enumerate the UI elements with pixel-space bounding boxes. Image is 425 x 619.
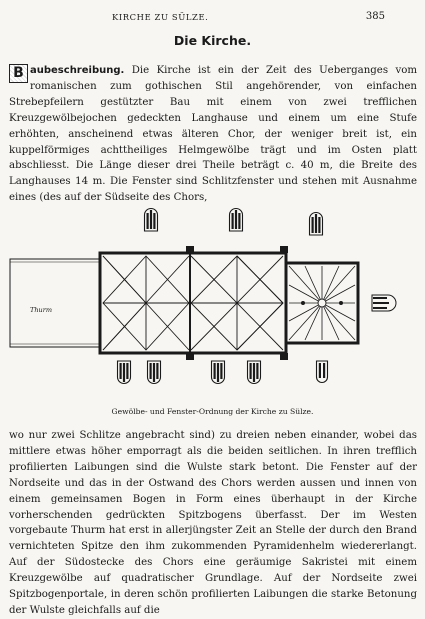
paragraph-lead-word: aubeschreibung. [30, 65, 125, 76]
running-head-title: KIRCHE ZU SÜLZE. [112, 12, 209, 22]
floor-plan-figure [0, 190, 425, 400]
window-south-2 [148, 361, 161, 384]
running-head [0, 12, 425, 26]
vault-and-window-plan-drawing [0, 190, 425, 400]
window-south-4 [248, 361, 261, 384]
window-south-1 [118, 361, 131, 384]
label-tower: Thurm [30, 306, 52, 314]
section-title: Die Kirche. [173, 33, 252, 48]
paragraph-text: Die Kirche ist ein der Zeit des Ueberganges vom romanischen zum gothischen Stil angehörender, von einfachen Strebepfeilern gestützter Bau mit einem von zwei trefflichen Kreuzgewölbejochen gedeckten Langhause und einem um eine Stufe erhöhten, anscheinend etwas älteren Chor, der weniger breit ist, ein kuppelförmiges achttheiliges Helmgewölbe trägt und im Osten platt abschliesst. Die Länge dieser drei Theile beträgt c. 40 m, die Breite des Langhauses 14 m. Die Fenster sind Schlitzfenster und stehen mit Ausnahme eines (des auf der Südseite des Chors, [9, 65, 417, 204]
window-south-3 [212, 361, 225, 384]
paragraph-continued: wo nur zwei Schlitze angebracht sind) zu dreien neben einander, wobei das mittlere etwas höher emporragt als die beiden seitlichen. In ihren trefflich profilierten Laibungen sind die Wulste stark betont. Die Fenster auf der Nordseite und das in der Ostwand des Chors werden aussen und innen von einem gemeinsamen Bogen in Form eines überhaupt in der Kirche vorherschenden gedrückten Spitzbogens überfasst. Der im Westen vorgebaute Thurm hat erst in allerjüngster Zeit an Stelle der durch den Brand vernichteten Spitze den ihm zukommenden Pyramidenhelm wiedererlangt. Auf der Südostecke des Chors eine geräumige Sakristei mit einem Kreuzgewölbe auf quadratischer Grundlage. Auf der Nordseite zwei Spitzbogenportale, in deren schön profilierten Laibungen die starke Betonung der Wulste gleichfalls auf die [9, 430, 417, 616]
figure-caption: Gewölbe- und Fenster-Ordnung der Kirche zu Sülze. [111, 407, 314, 416]
page-number: 385 [365, 11, 385, 22]
window-north-chor [310, 213, 323, 236]
window-north-2 [230, 209, 243, 232]
window-north-1 [145, 209, 158, 232]
paragraph-baubeschreibung [9, 63, 417, 206]
dropcap-initial: B [9, 64, 28, 83]
window-south-chor [317, 361, 328, 383]
